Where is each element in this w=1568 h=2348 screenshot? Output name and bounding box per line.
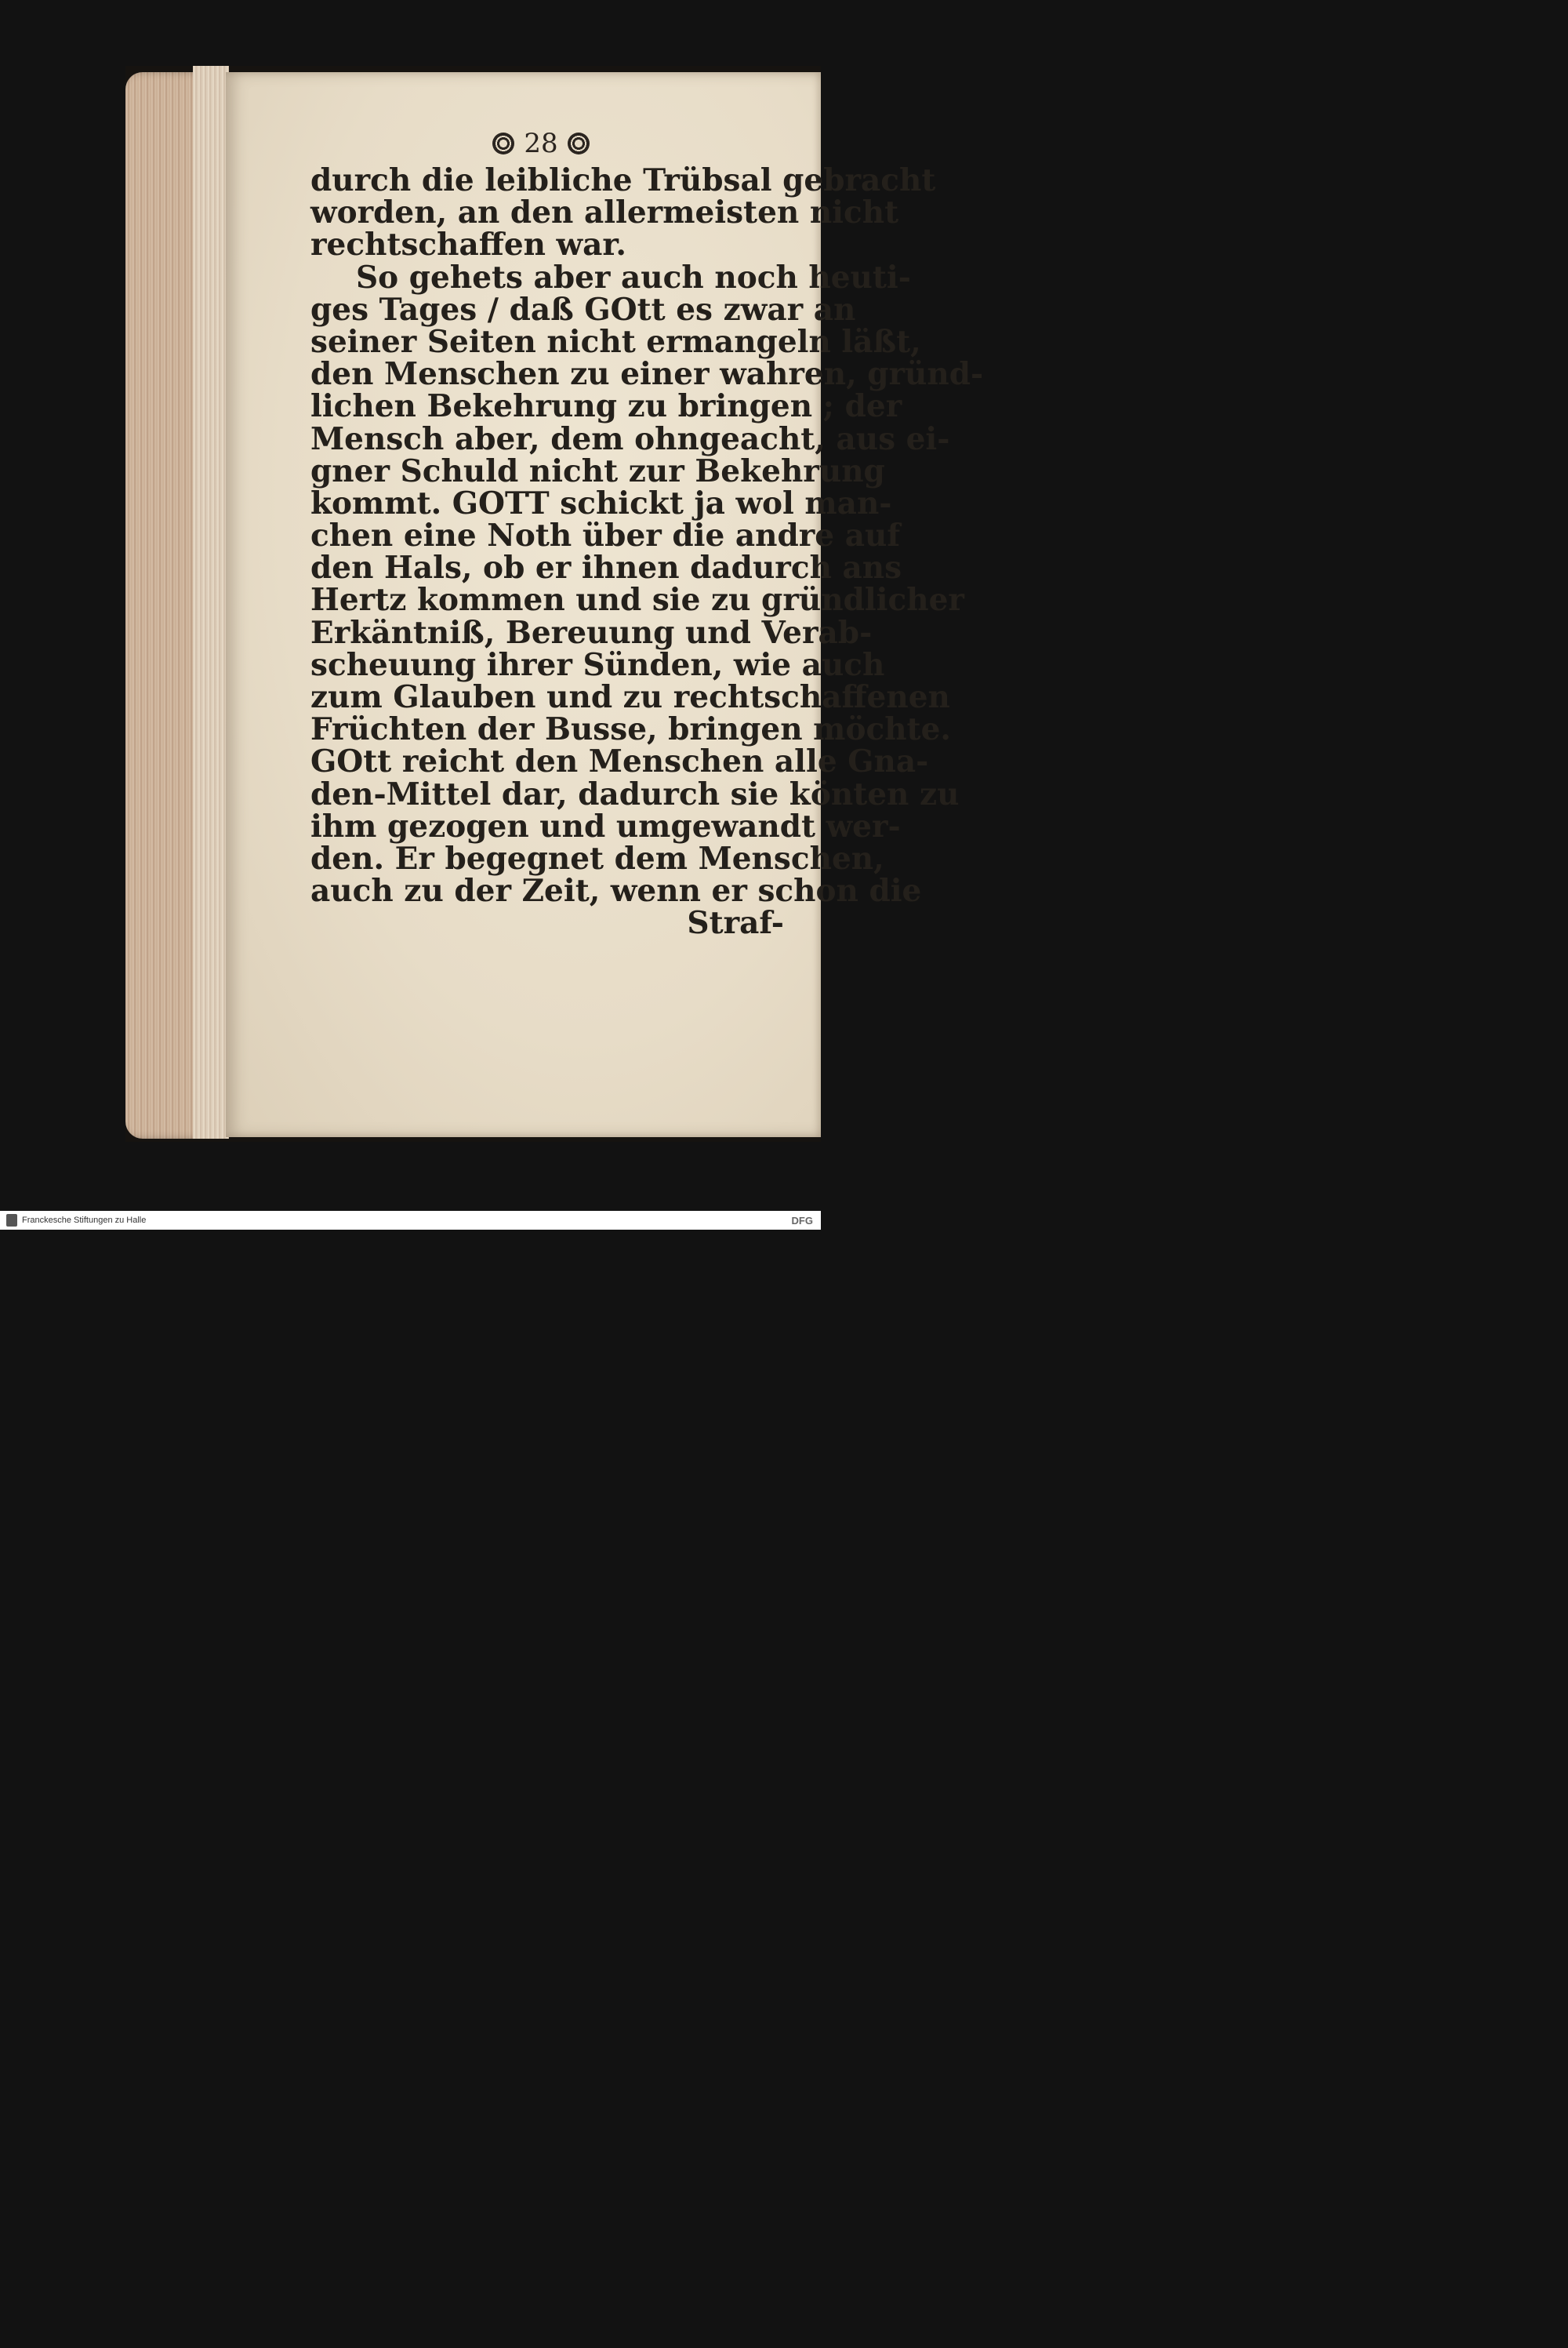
text-line: chen eine Noth über die andre auf: [310, 518, 901, 554]
page-edges-rim: [193, 66, 229, 1139]
catchword: Straf-: [687, 905, 784, 942]
text-line: worden, an den allermeisten nicht: [310, 194, 899, 231]
text-line: gner Schuld nicht zur Bekehrung: [310, 453, 885, 489]
text-line: den Hals, ob er ihnen dadurch ans: [310, 550, 902, 587]
text-line: rechtschaffen war.: [310, 227, 626, 264]
text-line: auch zu der Zeit, wenn er schon die: [310, 873, 922, 910]
ornament-icon: [568, 133, 590, 154]
institution-logo-icon: [6, 1214, 17, 1227]
text-line: den-Mittel dar, dadurch sie könten zu: [310, 776, 960, 812]
text-line: scheuung ihrer Sünden, wie auch: [310, 646, 885, 683]
text-line: ihm gezogen und umgewandt wer-: [310, 808, 901, 845]
page-number-header: [478, 128, 604, 159]
text-line: Erkäntniß, Bereuung und Verab-: [310, 614, 873, 651]
text-line: ges Tages / daß GOtt es zwar an: [310, 291, 856, 328]
text-line: GOtt reicht den Menschen alle Gna-: [310, 743, 929, 780]
text-line: Hertz kommen und sie zu gründlicher: [310, 582, 964, 619]
text-line: So gehets aber auch noch heuti-: [356, 259, 911, 296]
text-line: Mensch aber, dem ohngeacht, aus ei-: [310, 420, 950, 457]
footer-bar: [0, 1211, 821, 1230]
text-line: durch die leibliche Trübsal gebracht: [310, 162, 936, 198]
page-text: [310, 162, 984, 942]
text-line: lichen Bekehrung zu bringen ; der: [310, 388, 902, 425]
text-line: Früchten der Busse, bringen möchte.: [310, 711, 951, 748]
funder-logo: DFG: [791, 1214, 813, 1227]
institution-name: Franckesche Stiftungen zu Halle: [22, 1216, 147, 1225]
ornament-icon: [492, 133, 514, 154]
text-line: zum Glauben und zu rechtschaffenen: [310, 679, 950, 715]
text-line: den Menschen zu einer wahren, gründ-: [310, 356, 984, 393]
page-number: 28: [524, 128, 558, 159]
text-line: kommt. GOTT schickt ja wol man-: [310, 485, 892, 522]
text-line: den. Er begegnet dem Menschen,: [310, 840, 884, 877]
text-line: seiner Seiten nicht ermangeln läßt,: [310, 323, 921, 360]
